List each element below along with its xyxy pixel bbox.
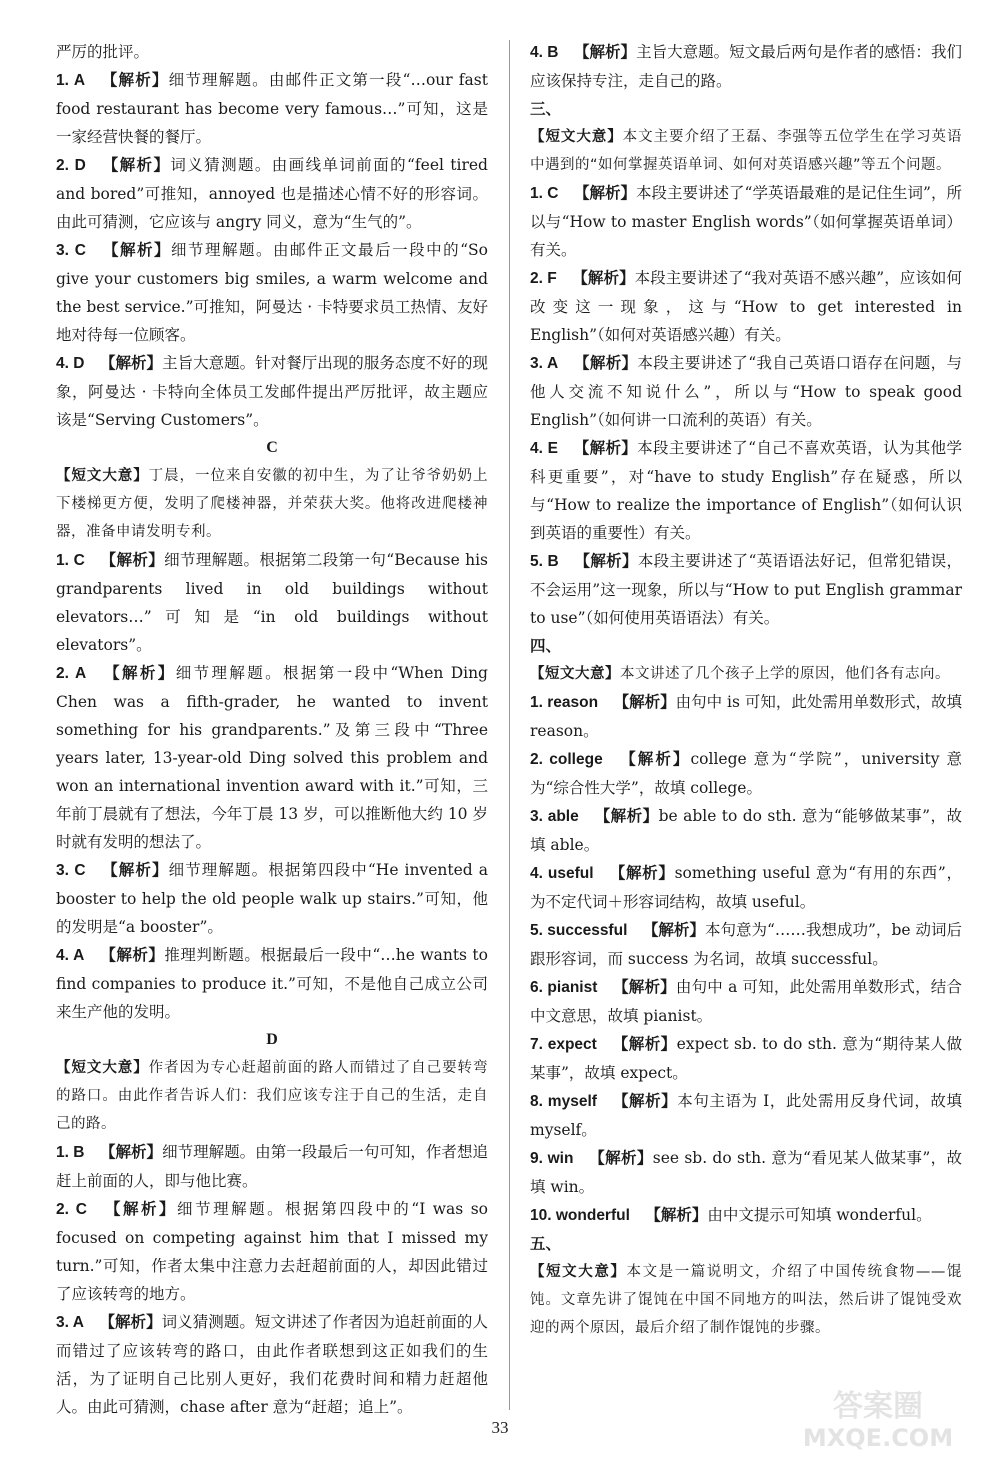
answer-number: 2. college [530,751,603,768]
analysis-tag: 【解析】 [612,1093,678,1110]
answer-number: 2. F [530,270,557,287]
answer-item [56,236,488,349]
passage-summary [56,462,488,546]
answer-number: 6. pianist [530,979,598,996]
analysis-tag: 【解析】 [99,947,165,964]
answer-item [56,659,488,856]
watermark-line1: 答案圈 [833,1389,923,1424]
analysis-tag: 【解析】 [102,1201,178,1218]
answer-item [56,151,488,236]
analysis-text: 细节理解题。根据第一段中“When Ding Chen was a fifth-grader, he wanted to invent something for his grandparents.”及第三段中“Three years later, 13-year-old Ding solved this problem and won an international invention award with it.”可知，三年前丁晨就有了想法，今年丁晨 13 岁，可以推断他大约 10 岁时就有发明的想法了。 [56,664,488,851]
analysis-tag: 【解析】 [588,1150,653,1167]
analysis-text: 本段主要讲述了“英语语法好记，但常犯错误，不会运用”这一现象，所以与“How to put English grammar to use”（如何使用英语语法）有关。 [530,552,962,627]
answer-number: 9. win [530,1150,574,1167]
analysis-text: 由句中 is 可知，此处需用单数形式，故填 reason。 [530,693,962,740]
answer-number: 2. D [56,157,86,174]
analysis-text: 由中文提示可知填 wonderful。 [707,1206,932,1224]
analysis-tag: 【解析】 [609,865,675,882]
answer-item [530,916,962,973]
analysis-text: college 意为“学院”，university 意为“综合性大学”，故填 college。 [530,750,962,797]
summary-tag: 【短文大意】 [56,468,149,484]
answer-item [56,1195,488,1308]
analysis-text: 词义猜测题。由画线单词前面的“feel tired and bored”可推知，annoyed 也是描述心情不好的形容词。由此可猜测，它应该与 angry 同义，意为“生气的”。 [56,156,488,231]
answer-number: 3. able [530,808,579,825]
analysis-tag: 【解析】 [101,665,176,682]
answer-number: 8. myself [530,1093,597,1110]
page-number: 33 [491,1418,509,1437]
analysis-text: 推理判断题。根据最后一段中“…he wants to find companies to produce it.”可知，不是他自己成立公司来生产他的发明。 [56,946,488,1021]
analysis-text: 主旨大意题。针对餐厅出现的服务态度不好的现象，阿曼达 · 卡特向全体员工发邮件提出严厉批评，故主题应该是“Serving Customers”。 [56,354,488,429]
analysis-text: 由句中 a 可知，此处需用单数形式，结合中文意思，故填 pianist。 [530,978,962,1025]
section-number: 五、 [530,1235,562,1253]
answer-number: 4. A [56,947,85,964]
answer-number: 4. D [56,355,85,372]
analysis-text: 本句意为“……我想成功”，be 动词后跟形容词，而 success 为名词，故填 successful。 [530,921,962,968]
analysis-text: 本段主要讲述了“学英语最难的是记住生词”，所以与“How to master English words”（如何掌握英语单词）有关。 [530,184,962,259]
analysis-tag: 【解析】 [618,751,691,768]
summary-text: 丁晨，一位来自安徽的初中生，为了让爷爷奶奶上下楼梯更方便，发明了爬楼神器，并荣获大奖。他将改进爬楼神器，准备申请发明专利。 [56,468,489,540]
answer-item [56,1308,488,1421]
answer-item [530,973,962,1030]
passage-summary [530,660,962,688]
analysis-text: 词义猜测题。短文讲述了作者因为追赶前面的人而错过了应该转弯的路口，由此作者联想到这正如我们的生活，为了证明自己比别人更好，我们花费时间和精力赶超他人。由此可猜测，chase after 意为“赶超；追上”。 [56,1313,488,1416]
analysis-tag: 【解析】 [642,922,705,939]
answer-item [530,1144,962,1201]
answer-item [530,1201,962,1230]
analysis-text: something useful 意为“有用的东西”，为不定代词＋形容词结构，故填 useful。 [530,864,962,911]
analysis-text: 细节理解题。由邮件正文第一段“…our fast food restaurant has become very famous…”可知，这是一家经营快餐的餐厅。 [56,71,488,146]
answer-item [530,745,962,802]
answer-item [530,38,962,95]
analysis-tag: 【解析】 [612,979,676,996]
answer-item [530,1030,962,1087]
passage-heading: D [266,1031,278,1048]
answer-item [530,434,962,547]
column-divider [509,40,510,1410]
answer-item [56,66,488,151]
answer-number: 4. E [530,440,558,457]
analysis-tag: 【解析】 [99,1314,162,1331]
analysis-tag: 【解析】 [613,694,676,711]
watermark-line2: MXQE.COM [802,1424,954,1452]
answer-item [530,179,962,264]
analysis-tag: 【解析】 [573,185,636,202]
analysis-text: 细节理解题。根据第四段中的“I was so focused on competing against him that I missed my turn.”可知，作者太集中注意力去赶超前面的人，却因此错过了应该转弯的地方。 [56,1200,488,1303]
answer-number: 3. A [56,1314,84,1331]
passage-summary [56,1054,488,1138]
analysis-text: 细节理解题。根据第四段中“He invented a booster to help the old people walk up stairs.”可知，他的发明是“a booster”。 [56,861,488,936]
summary-tag: 【短文大意】 [530,129,623,145]
text-line: 严厉的批评。 [56,43,150,61]
analysis-text: 本段主要讲述了“我自己英语口语存在问题，与他人交流不知说什么”，所以与“How to speak good English”（如何讲一口流利的英语）有关。 [530,354,962,429]
summary-text: 本文讲述了几个孩子上学的原因，他们各有志向。 [620,666,950,682]
answer-number: 1. C [530,185,559,202]
left-column [56,38,488,1421]
analysis-text: 本句主语为 I，此处需用反身代词，故填 myself。 [530,1092,962,1139]
answer-item [56,349,488,434]
analysis-text: 细节理解题。由第一段最后一句可知，作者想追赶上前面的人，即与他比赛。 [56,1143,488,1190]
answer-item [530,1087,962,1144]
answer-number: 1. reason [530,694,599,711]
analysis-tag: 【解析】 [594,808,659,825]
watermark-logo [778,1384,978,1454]
answer-item [530,802,962,859]
answer-number: 2. C [56,1201,87,1218]
answer-number: 5. B [530,553,559,570]
answer-number: 3. C [56,862,86,879]
analysis-tag: 【解析】 [572,270,635,287]
answer-item [530,688,962,745]
analysis-tag: 【解析】 [573,44,637,61]
answer-number: 4. useful [530,865,594,882]
answer-item [530,859,962,916]
answer-number: 1. B [56,1144,85,1161]
analysis-tag: 【解析】 [99,355,163,372]
analysis-text: 本段主要讲述了“自己不喜欢英语，认为其他学科更重要”，对“have to study English”存在疑惑，所以与“How to realize the importance of English”（如何认识到英语的重要性）有关。 [530,439,962,542]
answer-number: 3. A [530,355,559,372]
analysis-text: 细节理解题。由邮件正文最后一段中的“So give your customers big smiles, a warm welcome and the best service.”可推知，阿曼达 · 卡特要求员工热情、友好地对待每一位顾客。 [56,241,488,344]
answer-item [56,856,488,941]
answer-number: 7. expect [530,1036,597,1053]
analysis-tag: 【解析】 [573,355,638,372]
answer-number: 2. A [56,665,87,682]
analysis-tag: 【解析】 [101,157,171,174]
section-number: 四、 [530,637,562,655]
answer-number: 5. successful [530,922,628,939]
answer-item [530,264,962,349]
answer-item [56,941,488,1026]
analysis-tag: 【解析】 [645,1207,708,1224]
answer-item [56,1138,488,1195]
summary-tag: 【短文大意】 [56,1060,149,1076]
analysis-tag: 【解析】 [101,242,171,259]
answer-number: 1. C [56,552,85,569]
summary-text: 本文是一篇说明文，介绍了中国传统食物——馄饨。文章先讲了馄饨在中国不同地方的叫法，然后讲了馄饨受欢迎的两个原因，最后介绍了制作馄饨的步骤。 [530,1264,963,1336]
passage-heading: C [266,439,278,456]
analysis-tag: 【解析】 [574,553,638,570]
summary-text: 本文主要介绍了王磊、李强等五位学生在学习英语中遇到的“如何掌握英语单词、如何对英语感兴趣”等五个问题。 [530,129,963,173]
summary-tag: 【短文大意】 [530,666,620,682]
answer-item [530,547,962,632]
right-column [530,38,962,1342]
answer-item [56,546,488,659]
analysis-text: 主旨大意题。短文最后两句是作者的感悟：我们应该保持专注，走自己的路。 [530,43,962,90]
answer-number: 1. A [56,72,86,89]
analysis-tag: 【解析】 [101,862,169,879]
analysis-tag: 【解析】 [612,1036,677,1053]
analysis-text: be able to do sth. 意为“能够做某事”，故填 able。 [530,807,962,854]
summary-text: 作者因为专心赶超前面的路人而错过了自己要转弯的路口。由此作者告诉人们：我们应该专注于自己的生活，走自己的路。 [56,1060,489,1132]
analysis-text: see sb. do sth. 意为“看见某人做某事”，故填 win。 [530,1149,962,1196]
analysis-tag: 【解析】 [573,440,638,457]
summary-tag: 【短文大意】 [530,1264,627,1280]
section-number: 三、 [530,100,562,118]
analysis-tag: 【解析】 [100,552,165,569]
answer-number: 10. wonderful [530,1207,630,1224]
analysis-text: expect sb. to do sth. 意为“期待某人做某事”，故填 expect。 [530,1035,962,1082]
answer-number: 3. C [56,242,86,259]
analysis-tag: 【解析】 [99,1144,163,1161]
analysis-text: 本段主要讲述了“我对英语不感兴趣”，应该如何改变这一现象，这与“How to get interested in English”（如何对英语感兴趣）有关。 [530,269,962,344]
answer-item [530,349,962,434]
passage-summary [530,123,962,179]
analysis-text: 细节理解题。根据第二段第一句“Because his grandparents lived in old buildings without elevators…”可知是“in old buildings without elevators”。 [56,551,488,654]
answer-number: 4. B [530,44,559,61]
analysis-tag: 【解析】 [100,72,169,89]
passage-summary [530,1258,962,1342]
